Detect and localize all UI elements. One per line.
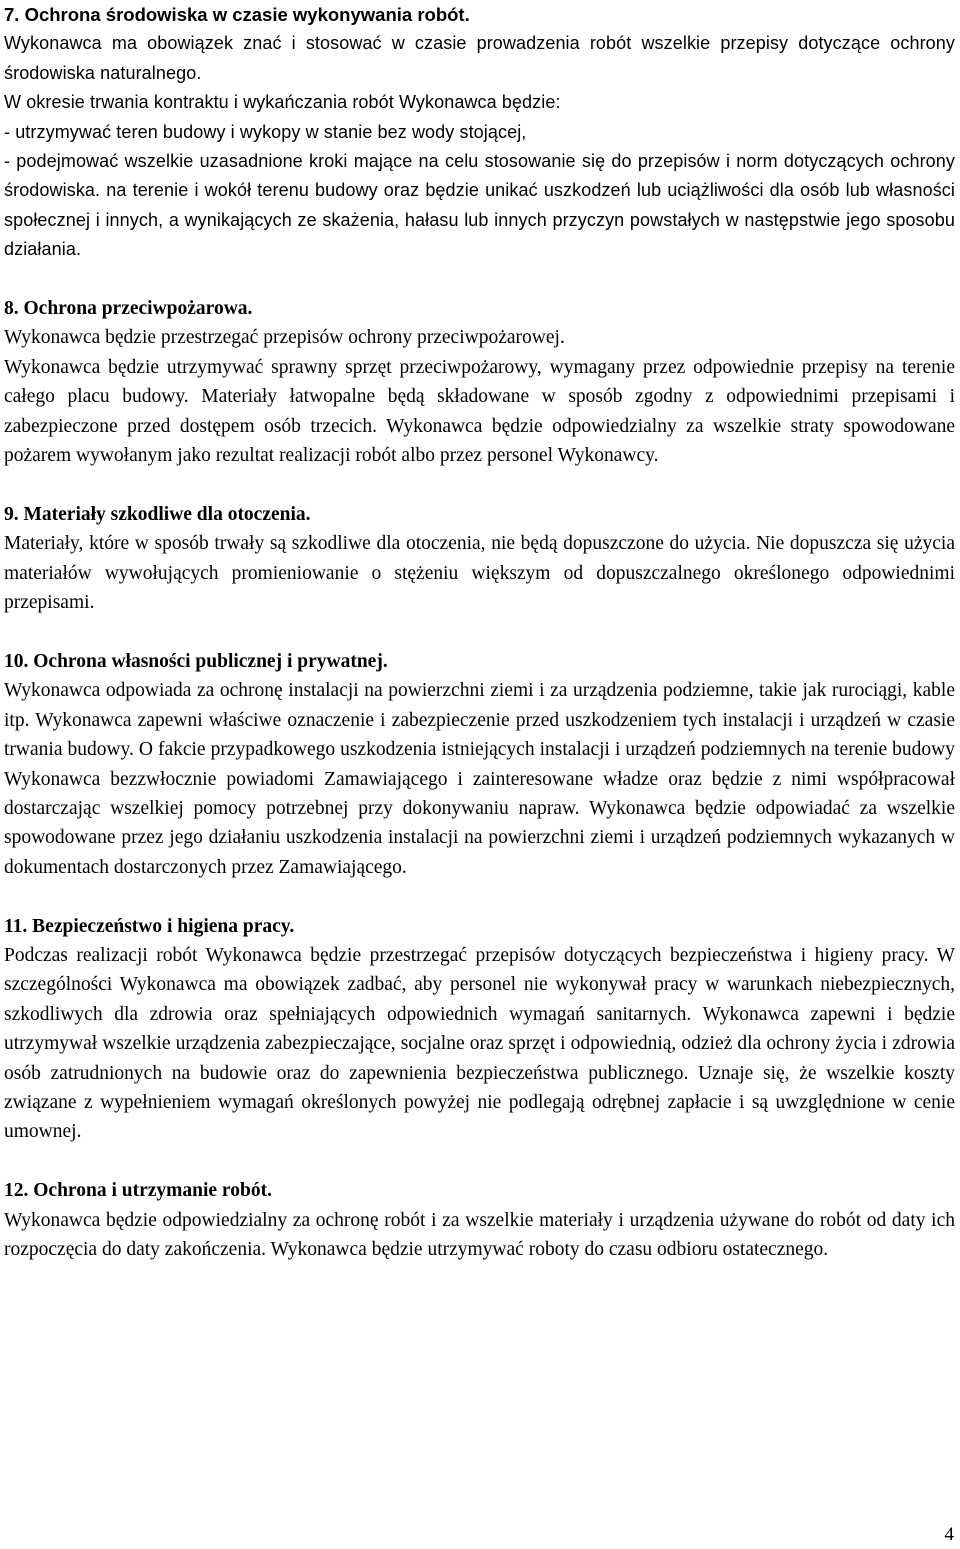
section-7-paragraph-2: W okresie trwania kontraktu i wykańczania robót Wykonawca będzie: bbox=[4, 92, 561, 113]
page-number: 4 bbox=[944, 1524, 954, 1545]
document-page bbox=[4, 0, 955, 1264]
spacer bbox=[4, 1147, 955, 1176]
section-12-paragraph-1: Wykonawca będzie odpowiedzialny za ochronę robót i za wszelkie materiały i urządzenia używane do robót od daty ich rozpoczęcia do daty zakończenia. Wykonawca będzie utrzymywać roboty do czasu odbioru ostatecznego. bbox=[4, 1209, 955, 1260]
section-7-bullet-2: - podejmować wszelkie uzasadnione kroki mające na celu stosowanie się do przepisów i norm dotyczących ochrony środowiska. bbox=[4, 151, 955, 201]
spacer bbox=[4, 265, 955, 294]
section-9-paragraph-1: Materiały, które w sposób trwały są szkodliwe dla otoczenia, nie będą dopuszczone do użycia. Nie dopuszcza się użycia materiałów wywołujących promieniowanie o stężeniu większym od dopuszczalnego określonego odpowiednimi przepisami. bbox=[4, 533, 955, 614]
spacer bbox=[4, 618, 955, 647]
section-8-paragraph-2: Wykonawca będzie utrzymywać sprawny sprzęt przeciwpożarowy, wymagany przez odpowiednie przepisy na terenie całego placu budowy. Materiały łatwopalne będą składowane w sposób zgodny z odpowiednimi przepisami i zabezpieczone przed dostępem osób trzecich. Wykonawca będzie odpowiedzialny za wszelkie straty spowodowane pożarem wywołanym jako rezultat realizacji robót albo przez personel Wykonawcy. bbox=[4, 356, 955, 467]
section-10-heading: 10. Ochrona własności publicznej i prywatnej. bbox=[4, 650, 388, 672]
section-11-heading: 11. Bezpieczeństwo i higiena pracy. bbox=[4, 915, 295, 937]
section-8-paragraph-1: Wykonawca będzie przestrzegać przepisów ochrony przeciwpożarowej. bbox=[4, 327, 565, 349]
section-7-bullet-1: - utrzymywać teren budowy i wykopy w stanie bez wody stojącej, bbox=[4, 121, 527, 142]
section-7-heading: 7. Ochrona środowiska w czasie wykonywania robót. bbox=[4, 4, 470, 25]
section-7-bullet-2-continuation: na terenie i wokół terenu budowy oraz będzie unikać uszkodzeń lub uciążliwości dla osób lub własności społecznej i innych, a wynikających ze skażenia, hałasu lub innych przyczyn powstałych w następstwie jego sposobu działania. bbox=[4, 180, 955, 260]
section-10-paragraph-1: Wykonawca odpowiada za ochronę instalacji na powierzchni ziemi i za urządzenia podziemne, takie jak rurociągi, kable itp. Wykonawca zapewni właściwe oznaczenie i zabezpieczenie przed uszkodzeniem tych instalacji i urządzeń w czasie trwania budowy. O fakcie przypadkowego uszkodzenia istniejących instalacji i urządzeń podziemnych na terenie budowy Wykonawca bezzwłocznie powiadomi Zamawiającego i zainteresowane władze oraz będzie z nimi współpracował dostarczając wszelkiej pomocy potrzebnej przy dokonywaniu napraw. Wykonawca będzie odpowiadać za wszelkie spowodowane przez jego działaniu uszkodzenia instalacji na powierzchni ziemi i urządzeń podziemnych wykazanych w dokumentach dostarczonych przez Zamawiającego. bbox=[4, 680, 955, 878]
section-8-heading: 8. Ochrona przeciwpożarowa. bbox=[4, 298, 253, 320]
section-7-paragraph-1: Wykonawca ma obowiązek znać i stosować w czasie prowadzenia robót wszelkie przepisy dotyczące ochrony środowiska naturalnego. bbox=[4, 33, 955, 83]
section-12-heading: 12. Ochrona i utrzymanie robót. bbox=[4, 1180, 272, 1202]
section-9-heading: 9. Materiały szkodliwe dla otoczenia. bbox=[4, 503, 311, 525]
section-7-bullet-2-block bbox=[4, 147, 955, 265]
spacer bbox=[4, 470, 955, 499]
section-11-paragraph-1: Podczas realizacji robót Wykonawca będzie przestrzegać przepisów dotyczących bezpieczeństwa i higieny pracy. W szczególności Wykonawca ma obowiązek zadbać, aby personel nie wykonywał pracy w warunkach niebezpiecznych, szkodliwych dla zdrowia oraz spełniających odpowiednich wymagań sanitarnych. Wykonawca zapewni i będzie utrzymywał wszelkie urządzenia zabezpieczające, socjalne oraz sprzęt i odpowiednią, odzież dla ochrony życia i zdrowia osób zatrudnionych na budowie oraz do zapewnienia bezpieczeństwa publicznego. Uznaje się, że wszelkie koszty związane z wypełnieniem wymagań określonych powyżej nie podlegają odrębnej zapłacie i są uwzględnione w cenie umownej. bbox=[4, 944, 955, 1143]
spacer bbox=[4, 882, 955, 911]
